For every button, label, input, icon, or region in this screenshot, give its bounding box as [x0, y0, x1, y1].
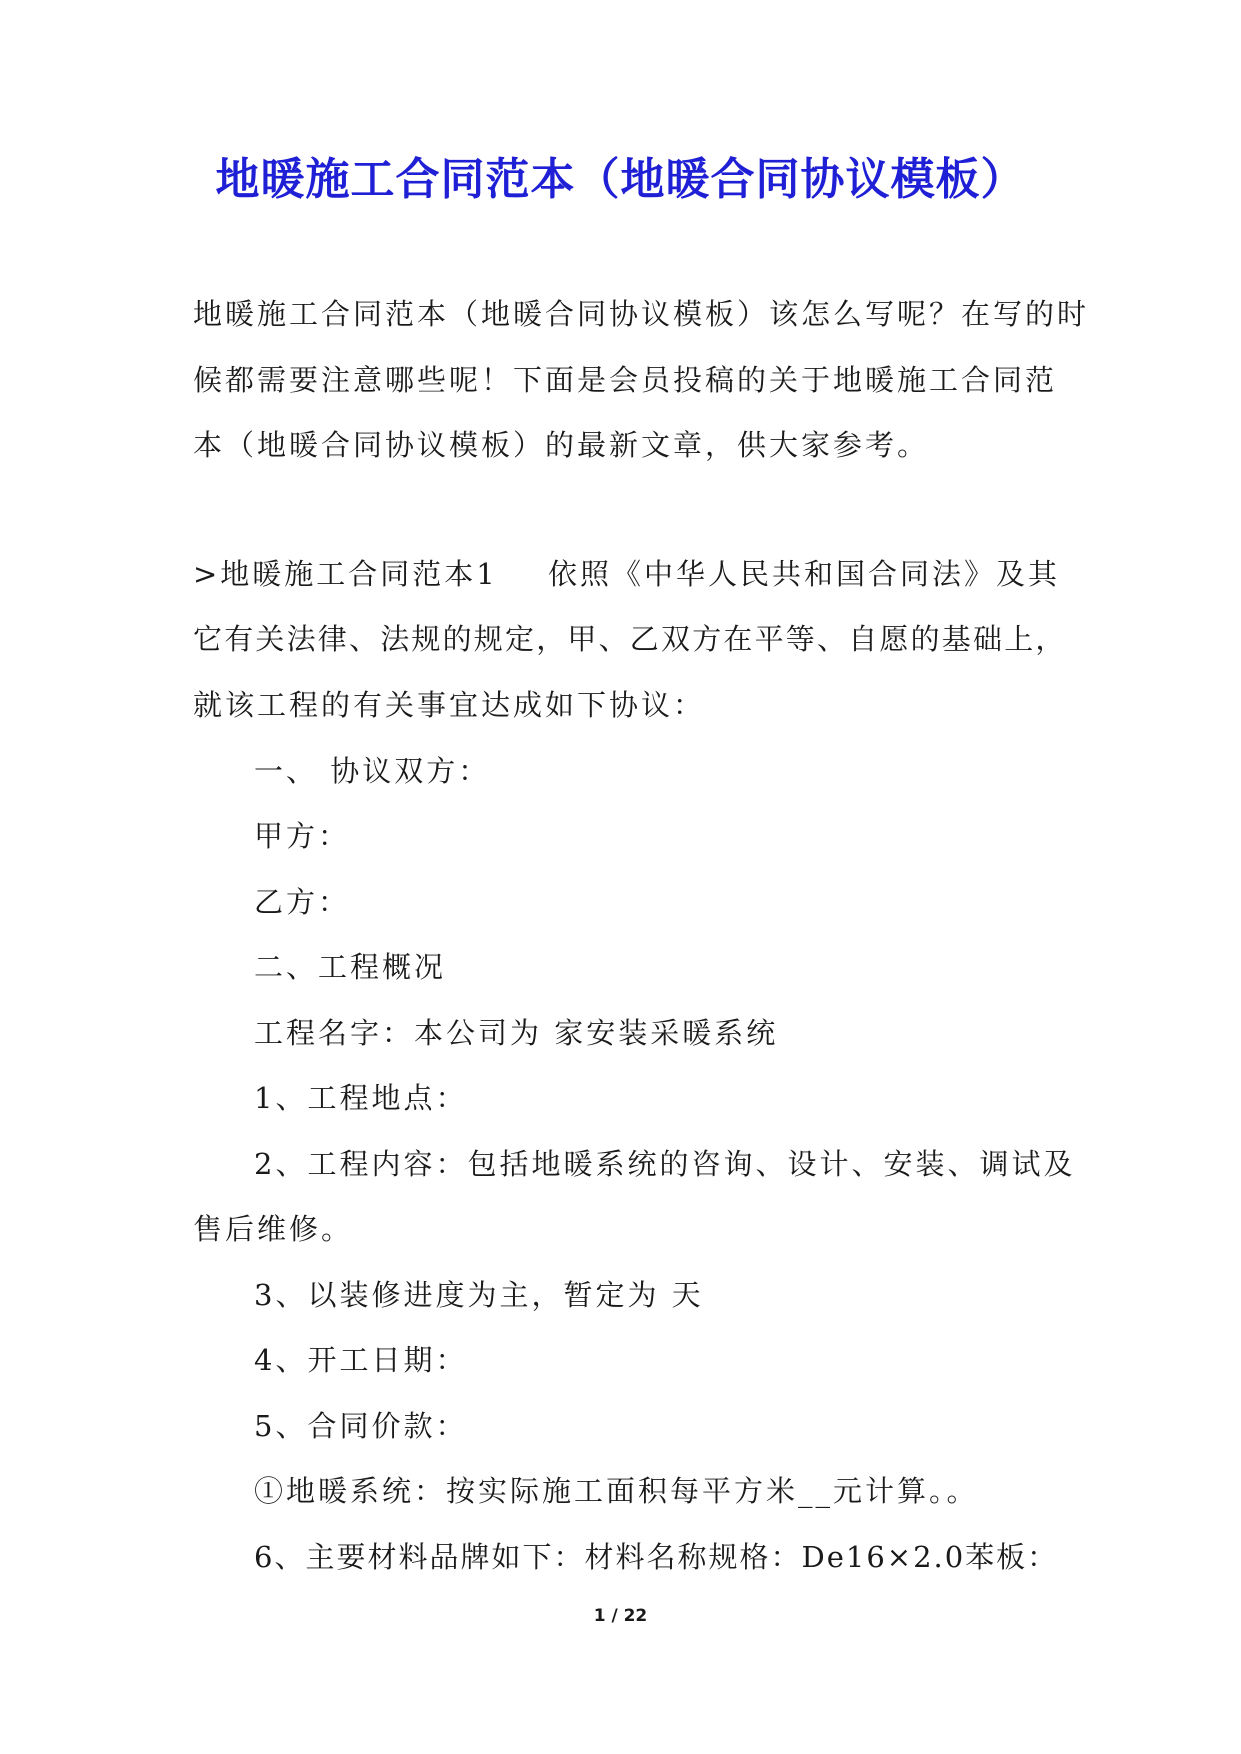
section-heading: >地暖施工合同范本1	[193, 557, 498, 591]
body-line-1: 依照《中华人民共和国合同法》及其	[548, 557, 1061, 591]
intro-line-3: 本（地暖合同协议模板）的最新文章，供大家参考。	[193, 428, 930, 462]
body-line-13: 4、开工日期：	[254, 1343, 468, 1377]
body-line-8: 工程名字：本公司为 家安装采暖系统	[254, 1016, 779, 1050]
body-line-15: ①地暖系统：按实际施工面积每平方米__元计算。。	[254, 1474, 979, 1508]
body-line-4: 一、 协议双方：	[254, 754, 491, 788]
page-title: 地暖施工合同范本（地暖合同协议模板）	[215, 154, 1026, 205]
page-indicator: 1 / 22	[593, 1606, 648, 1626]
body-line-9: 1、工程地点：	[254, 1081, 468, 1115]
intro-line-1: 地暖施工合同范本（地暖合同协议模板）该怎么写呢？在写的时	[193, 297, 1090, 331]
body-line-6: 乙方：	[254, 885, 351, 919]
body-line-5: 甲方：	[254, 819, 351, 853]
body-line-14: 5、合同价款：	[254, 1409, 468, 1443]
body-line-12: 3、以装修进度为主，暂定为 天	[254, 1278, 704, 1312]
body-line-3: 就该工程的有关事宜达成如下协议：	[193, 688, 706, 722]
body-line-7: 二、工程概况	[254, 950, 447, 984]
body-line-2: 它有关法律、法规的规定，甲、乙双方在平等、自愿的基础上，	[193, 622, 1067, 656]
intro-line-2: 候都需要注意哪些呢！下面是会员投稿的关于地暖施工合同范	[193, 363, 1058, 397]
body-line-10: 2、工程内容：包括地暖系统的咨询、设计、安装、调试及	[254, 1147, 1076, 1181]
body-line-11: 售后维修。	[193, 1212, 354, 1246]
body-line-16: 6、主要材料品牌如下：材料名称规格：De16×2.0苯板：	[254, 1540, 1059, 1574]
